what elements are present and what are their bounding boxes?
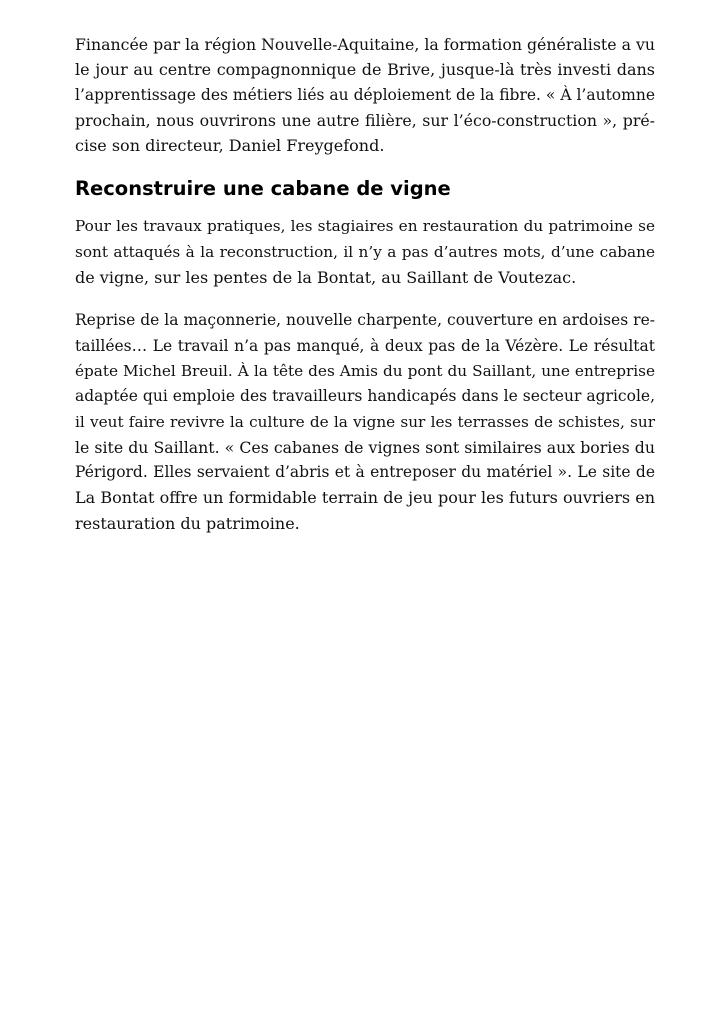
body-paragraph xyxy=(75,308,655,536)
text-line: restauration du patrimoine. xyxy=(75,513,300,533)
body-paragraph xyxy=(75,214,655,290)
text-line: épate Michel Breuil. À la tête des Amis du pont du Saillant, une entreprise xyxy=(75,361,655,380)
text-line: cise son directeur, Daniel Freygefond. xyxy=(75,136,385,156)
text-line: adaptée qui emploie des travailleurs handicapés dans le secteur agricole, xyxy=(75,387,655,406)
text-line: de vigne, sur les pentes de la Bontat, au Saillant de Voutezac. xyxy=(75,268,577,288)
text-line: Pour les travaux pratiques, les stagiaires en restauration du patrimoine se xyxy=(75,217,655,236)
text-line: le site du Saillant. « Ces cabanes de vignes sont similaires aux bories du xyxy=(75,437,655,457)
text-line: il veut faire revivre la culture de la vigne sur les terrasses de schistes, sur xyxy=(75,412,655,431)
intro-paragraph xyxy=(75,32,655,158)
text-line: Financée par la région Nouvelle-Aquitaine, la formation généraliste a vu xyxy=(75,35,656,54)
text-line: Reprise de la maçonnerie, nouvelle charpente, couverture en ardoises re- xyxy=(75,311,655,330)
document-page xyxy=(75,32,655,554)
section-heading: Reconstruire une cabane de vigne xyxy=(75,177,451,201)
text-line: taillées… Le travail n’a pas manqué, à deux pas de la Vézère. Le résultat xyxy=(75,336,655,355)
text-line: sont attaqués à la reconstruction, il n’y a pas d’autres mots, d’une cabane xyxy=(75,242,655,261)
text-line: prochain, nous ouvrirons une autre filière, sur l’éco-construction », pré- xyxy=(75,110,655,130)
text-line: le jour au centre compagnonnique de Brive, jusque-là très investi dans xyxy=(75,60,655,80)
text-line: Périgord. Elles servaient d’abris et à entreposer du matériel ». Le site de xyxy=(75,463,655,482)
text-line: La Bontat offre un formidable terrain de jeu pour les futurs ouvriers en xyxy=(75,488,655,508)
text-line: l’apprentissage des métiers liés au déploiement de la fibre. « À l’automne xyxy=(75,85,655,104)
